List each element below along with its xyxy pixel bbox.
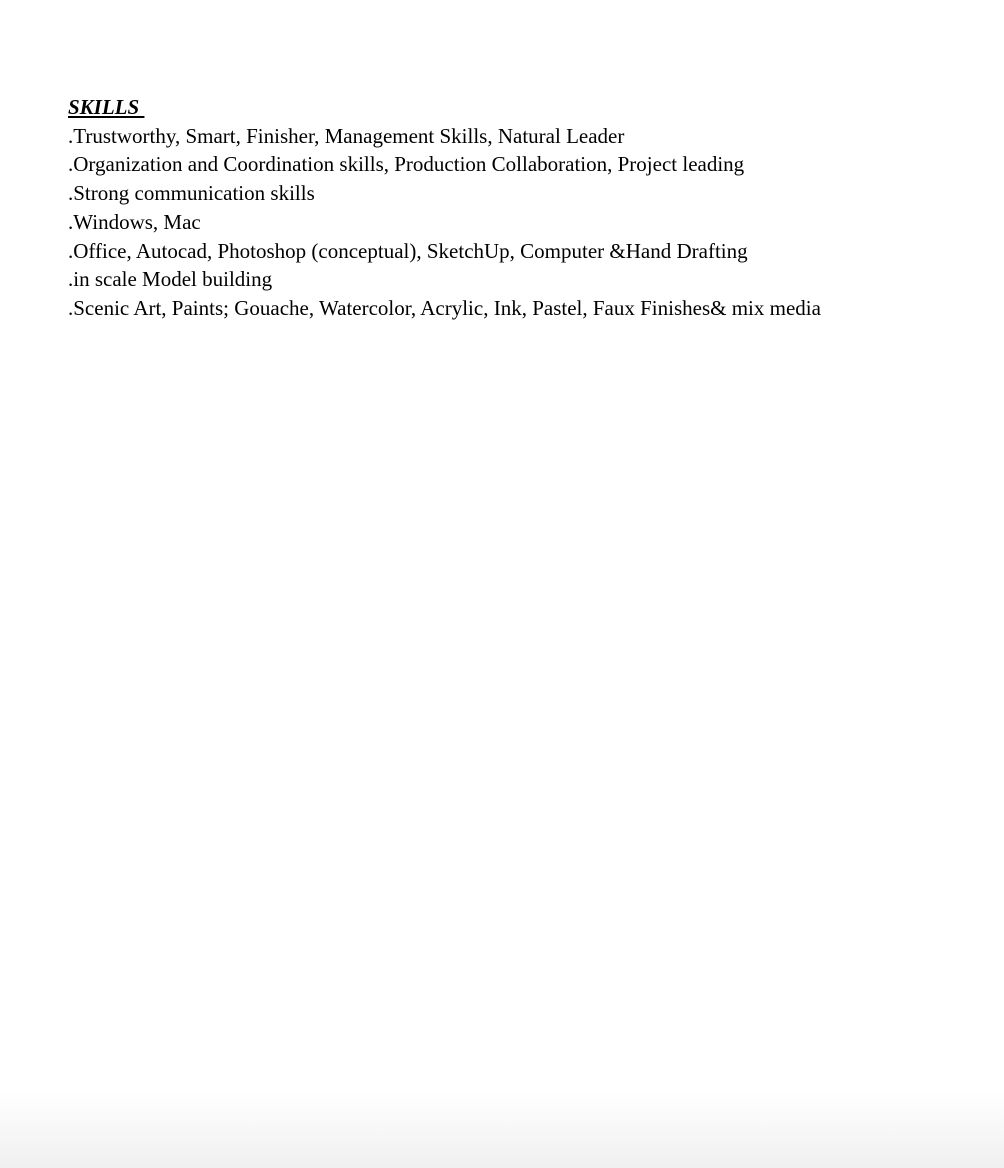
skill-item: .Trustworthy, Smart, Finisher, Management Skills, Natural Leader [68, 123, 625, 148]
skills-section [68, 93, 968, 323]
skill-item: .in scale Model building [68, 267, 273, 292]
skill-item: .Strong communication skills [68, 181, 315, 206]
skill-item: .Windows, Mac [68, 209, 201, 234]
section-heading: SKILLS [68, 95, 145, 119]
skill-item: .Office, Autocad, Photoshop (conceptual), SketchUp, Computer &Hand Drafting [68, 238, 748, 263]
skill-item: .Organization and Coordination skills, Production Collaboration, Project leading [68, 152, 745, 177]
skill-item: .Scenic Art, Paints; Gouache, Watercolor, Acrylic, Ink, Pastel, Faux Finishes& mix media [68, 295, 821, 320]
